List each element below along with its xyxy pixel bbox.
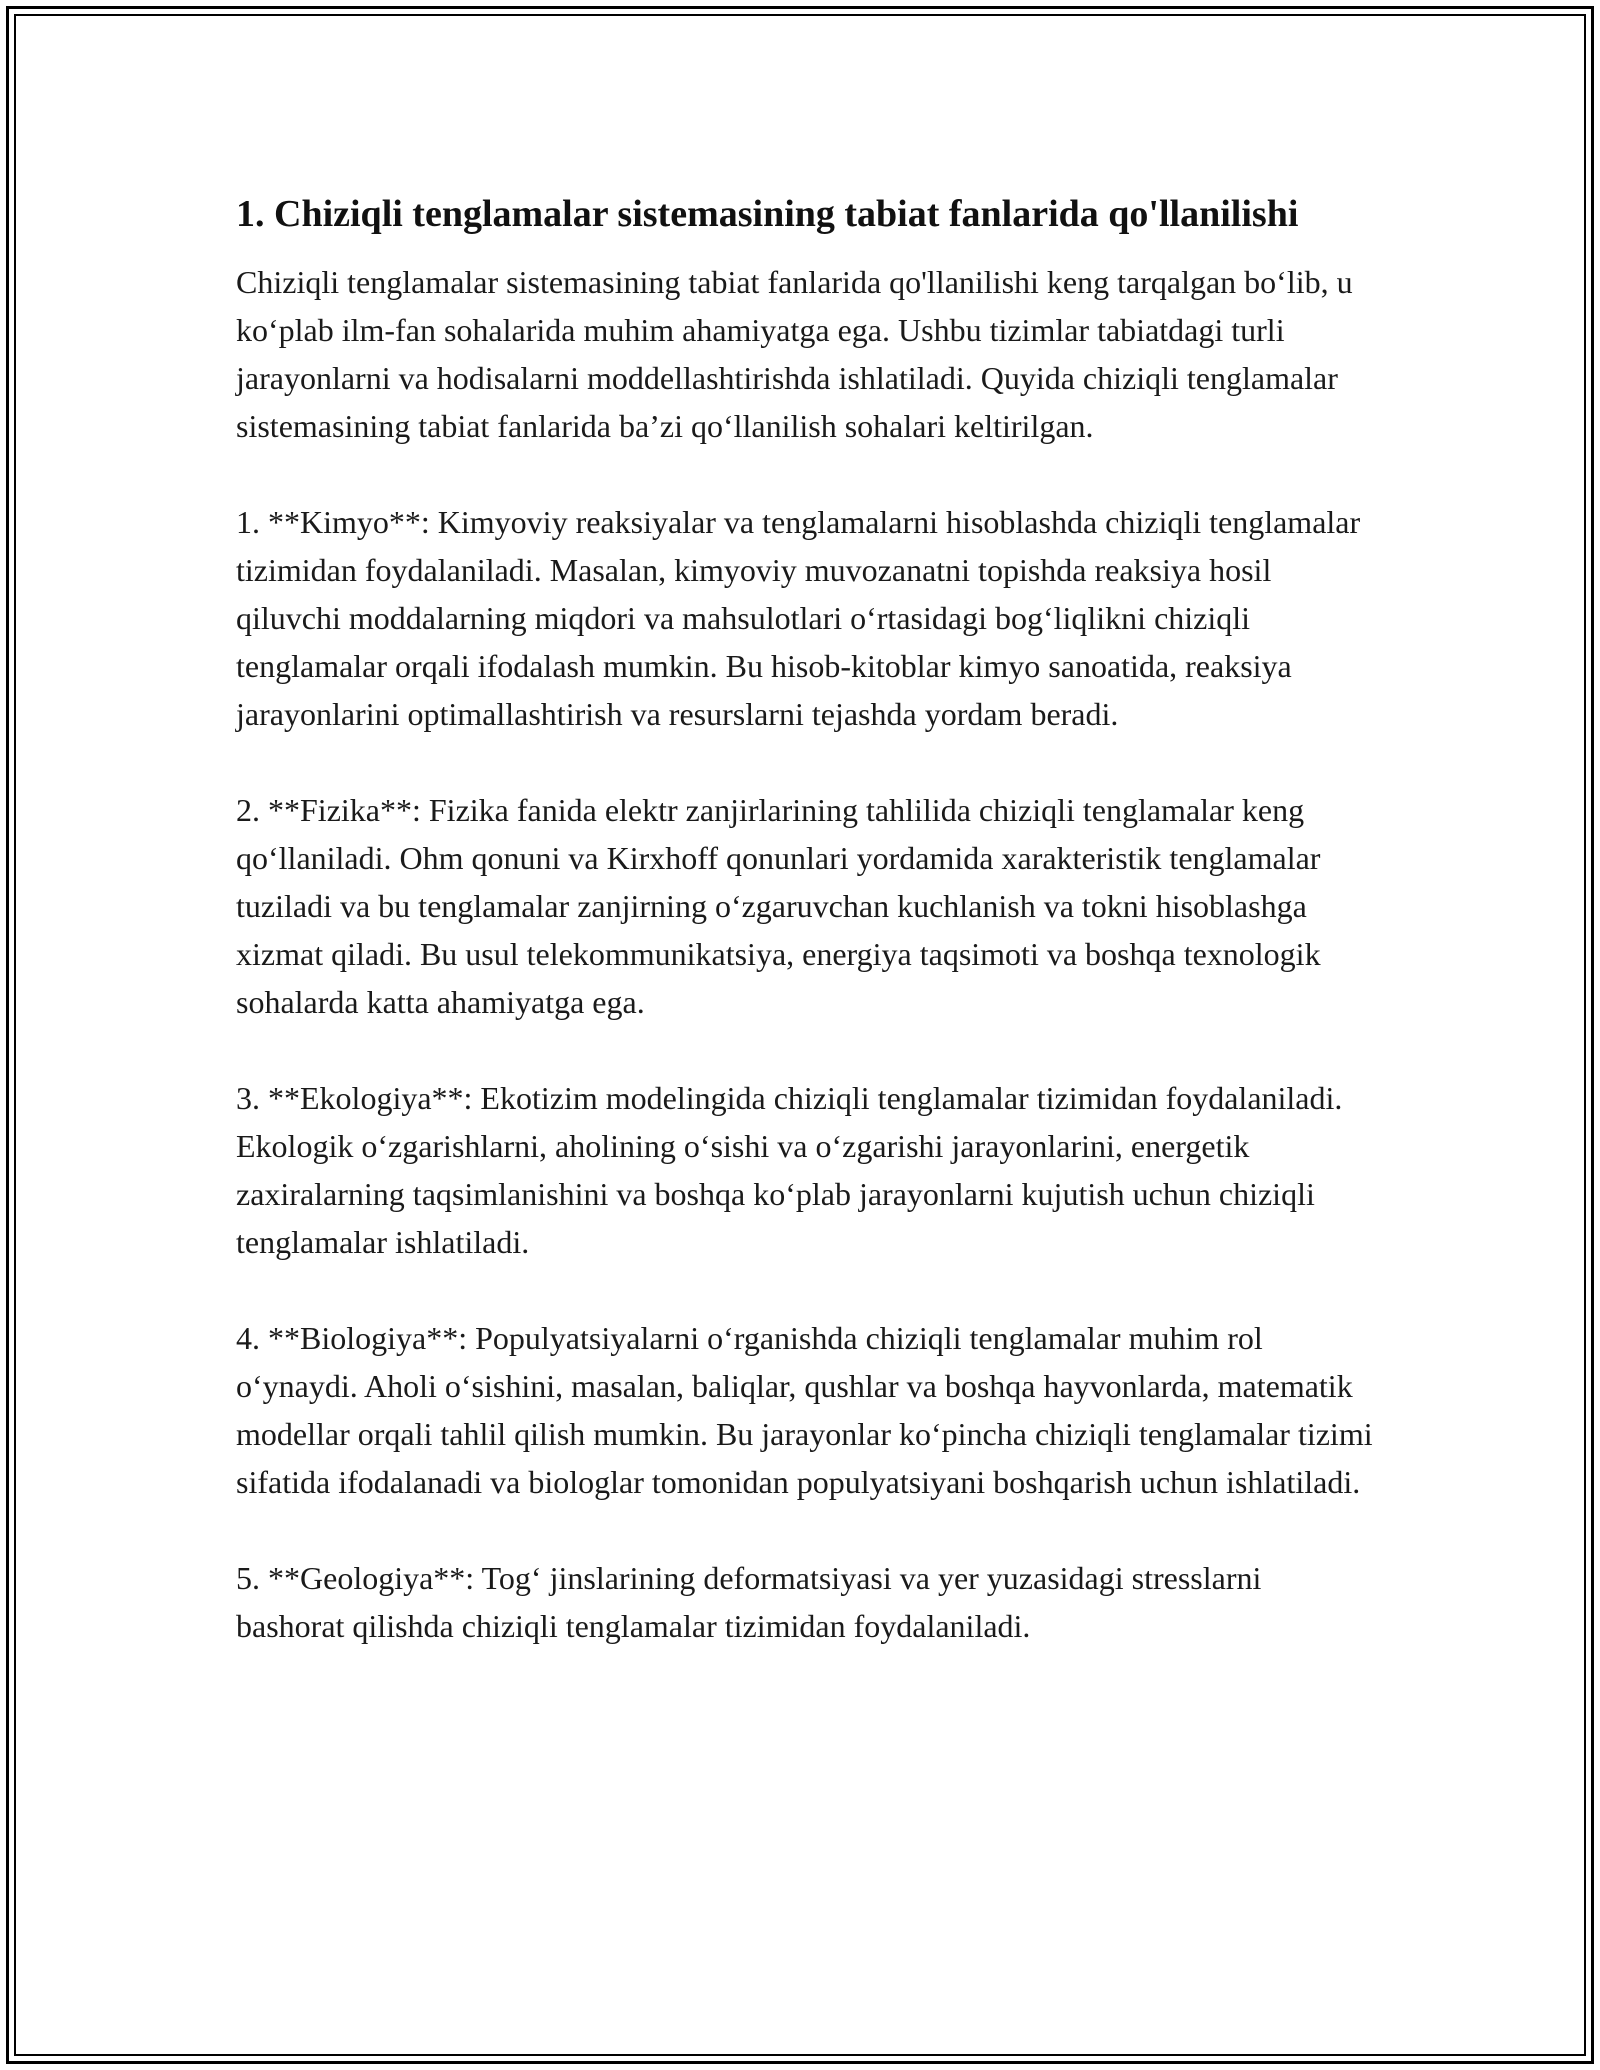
biology-paragraph: 4. **Biologiya**: Populyatsiyalarni o‘rganishda chiziqli tenglamalar muhim rol o‘ynaydi. Aholi o‘sishini, masalan, baliqlar, qushlar va boshqa hayvonlarda, matematik modellar orqali tahlil qilish mumkin. Bu jarayonlar ko‘pincha chiziqli tenglamalar tizimi sifatida ifodalanadi va biologlar tomonidan populyatsiyani boshqarish uchun ishlatiladi. bbox=[236, 1320, 1373, 1500]
intro-paragraph: Chiziqli tenglamalar sistemasining tabiat fanlarida qo'llanilishi keng tarqalgan bo‘lib, u ko‘plab ilm-fan sohalarida muhim ahamiyatga ega. Ushbu tizimlar tabiatdagi turli jarayonlarni va hodisalarni moddellashtirishda ishlatiladi. Quyida chiziqli tenglamalar sistemasining tabiat fanlarida ba’zi qo‘llanilish sohalari keltirilgan. bbox=[236, 264, 1353, 444]
document-body bbox=[236, 186, 1376, 1698]
ecology-paragraph: 3. **Ekologiya**: Ekotizim modelingida chiziqli tenglamalar tizimidan foydalaniladi. Ekologik o‘zgarishlarni, aholining o‘sishi va o‘zgarishi jarayonlarini, energetik zaxiralarning taqsimlanishini va boshqa ko‘plab jarayonlarni kujutish uchun chiziqli tenglamalar ishlatiladi. bbox=[236, 1080, 1343, 1260]
physics-paragraph: 2. **Fizika**: Fizika fanida elektr zanjirlarining tahlilida chiziqli tenglamalar keng qo‘llaniladi. Ohm qonuni va Kirxhoff qonunlari yordamida xarakteristik tenglamalar tuziladi va bu tenglamalar zanjirning o‘zgaruvchan kuchlanish va tokni hisoblashga xizmat qiladi. Bu usul telekommunikatsiya, energiya taqsimoti va boshqa texnologik sohalarda katta ahamiyatga ega. bbox=[236, 792, 1321, 1020]
chemistry-paragraph: 1. **Kimyo**: Kimyoviy reaksiyalar va tenglamalarni hisoblashda chiziqli tenglamalar tizimidan foydalaniladi. Masalan, kimyoviy muvozanatni topishda reaksiya hosil qiluvchi moddalarning miqdori va mahsulotlari o‘rtasidagi bog‘liqlikni chiziqli tenglamalar orqali ifodalash mumkin. Bu hisob-kitoblar kimyo sanoatida, reaksiya jarayonlarini optimallashtirish va resurslarni tejashda yordam beradi. bbox=[236, 504, 1361, 732]
geology-paragraph: 5. **Geologiya**: Tog‘ jinslarining deformatsiyasi va yer yuzasidagi stresslarni bashorat qilishda chiziqli tenglamalar tizimidan foydalaniladi. bbox=[236, 1560, 1262, 1644]
section-title: 1. Chiziqli tenglamalar sistemasining tabiat fanlarida qo'llanilishi bbox=[236, 193, 1299, 235]
